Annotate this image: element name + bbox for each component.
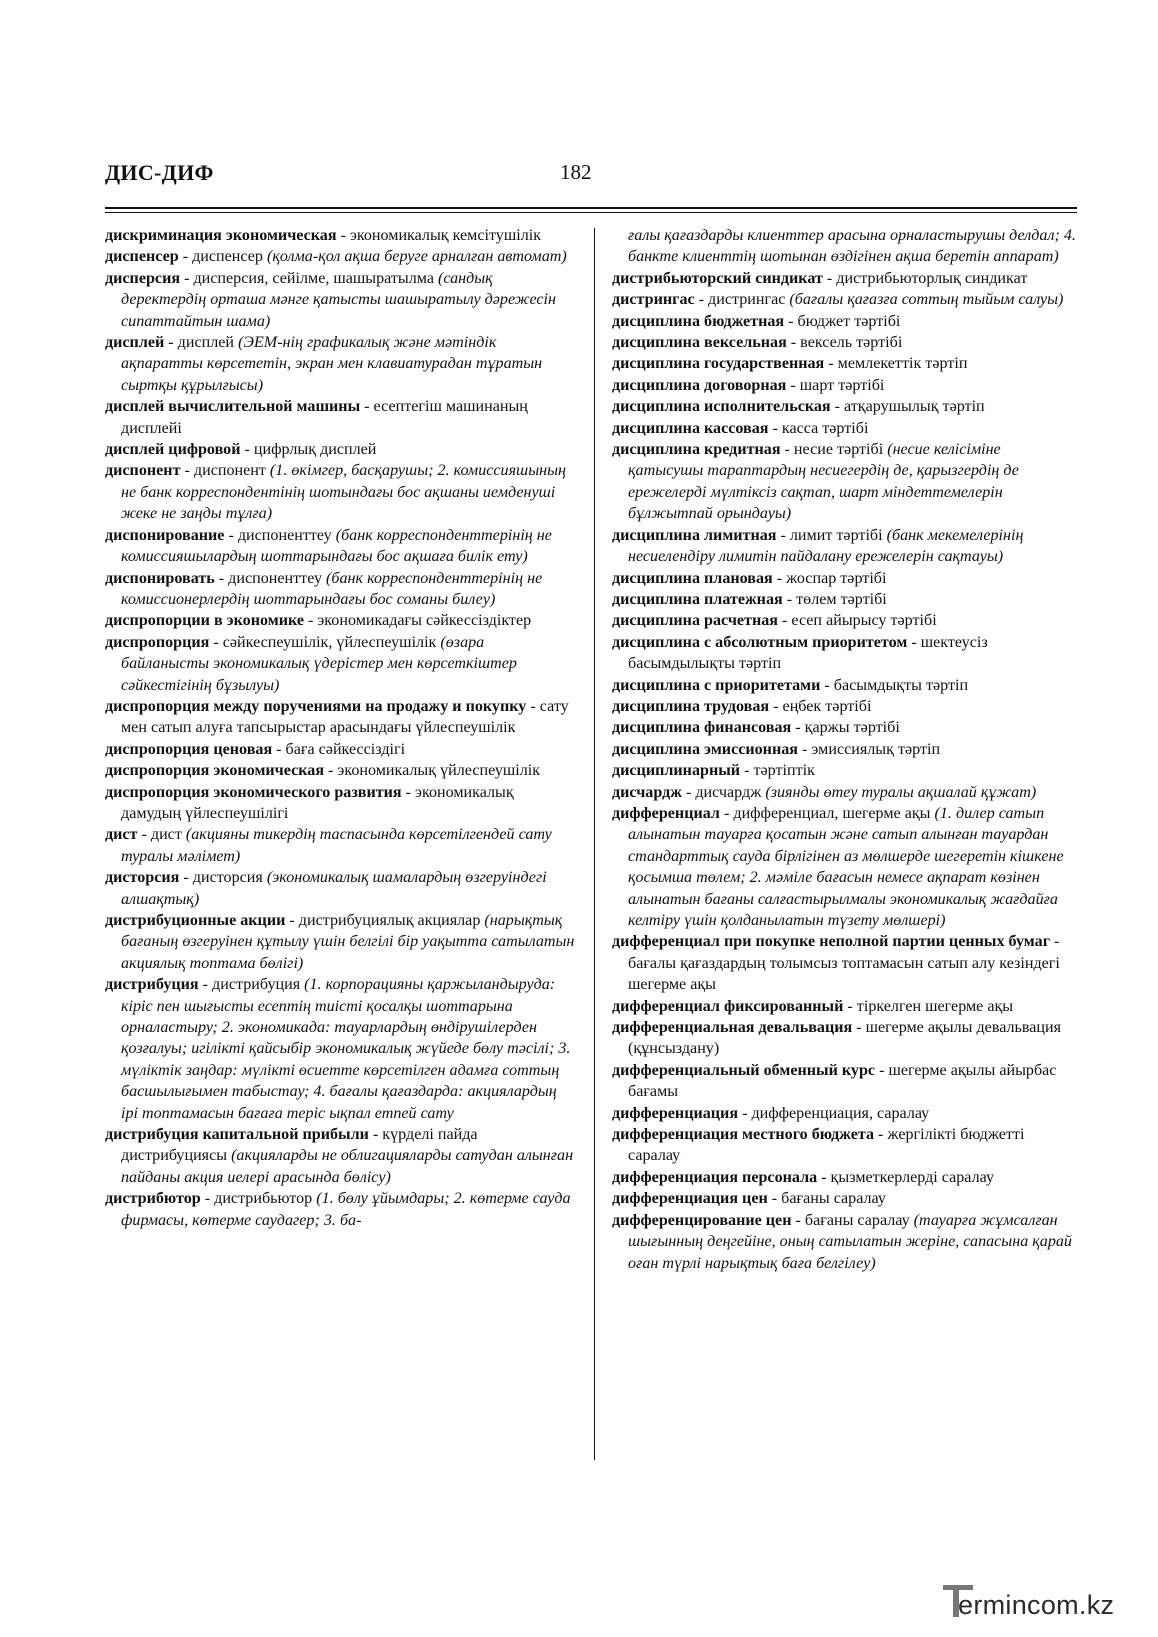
- entry-translation: - шектеусіз басымдылықты тәртіп: [628, 633, 988, 673]
- entry-term: дисциплина расчетная: [612, 612, 778, 630]
- entry-explanation: (банк корреспонденттерінің не комиссияшылардың шоттарындағы бос ақшаға билік ету): [121, 526, 552, 566]
- entry-explanation: (өзара байланысты экономикалық үдерістер мен көрсеткіштер сәйкестігінің бұзылуы): [121, 633, 517, 694]
- dictionary-entry: [612, 375, 1080, 396]
- dictionary-entry: [612, 739, 1080, 760]
- entry-term: дисциплина кассовая: [612, 419, 769, 437]
- entry-translation: - есептегіш машинаның дисплейі: [121, 398, 528, 437]
- entry-term: дисциплина исполнительская: [612, 398, 831, 416]
- entry-term: дисциплина с абсолютным приоритетом: [612, 633, 908, 651]
- entry-term: дисциплина кредитная: [612, 441, 781, 459]
- entry-explanation: (банк корреспонденттерінің не комиссионерлердің шоттарындағы бос соманы билеу): [121, 569, 543, 608]
- entry-term: дисплей вычислительной машины: [105, 398, 361, 416]
- dictionary-entry: [612, 1188, 1080, 1209]
- dictionary-entry: [612, 696, 1080, 717]
- dictionary-entry: [105, 974, 575, 1124]
- dictionary-entry: [612, 353, 1080, 374]
- entry-explanation: (нарықтық бағаның өзгеруінен құтылу үшін белгілі бір уақытта сатылатын акциялық топтама бөлігі): [121, 912, 575, 972]
- entry-translation: - дисчардж: [681, 783, 766, 801]
- dictionary-entry: [612, 289, 1080, 310]
- dictionary-entry: [612, 568, 1080, 589]
- dictionary-entry: [105, 632, 575, 696]
- entry-translation: - жоспар тәртібі: [772, 569, 887, 587]
- dictionary-entry: [612, 396, 1080, 417]
- entry-explanation: (сандық деректердің орташа мәнге қатысты шашыратылу дәрежесін сипаттайтын шама): [121, 269, 556, 330]
- entry-explanation: (1. өкімгер, басқарушы; 2. комиссияшының не банк корреспондентінің шотындағы бос ақшаны иемденуші жеке не заңды тұлға): [121, 462, 566, 523]
- left-column: [105, 225, 575, 1231]
- dictionary-entry: [612, 525, 1080, 568]
- entry-translation: - дистрибьютор: [200, 1190, 317, 1208]
- dictionary-entry: [612, 782, 1080, 803]
- entry-translation: - экономикалық үйлеспеушілік: [324, 762, 541, 780]
- dictionary-entry: [105, 760, 575, 781]
- entry-translation: - вексель тәртібі: [786, 334, 903, 352]
- entry-translation: - дисторсия: [179, 869, 267, 887]
- entry-term: дисциплина с приоритетами: [612, 676, 821, 694]
- header-rule: [105, 207, 1077, 209]
- entry-translation: - қызметкерлерді саралау: [817, 1168, 994, 1186]
- entry-translation: - дифференциация, саралау: [738, 1104, 930, 1122]
- column-divider: [594, 228, 595, 1460]
- entry-term: дифференциал при покупке неполной партии ценных бумаг: [612, 933, 1050, 951]
- entry-translation: - лимит тәртібі: [776, 526, 887, 544]
- entry-explanation: (1. бөлу ұйымдары; 2. көтерме сауда фирмасы, көтерме саудагер; 3. ба-: [121, 1190, 571, 1229]
- entry-term: диспропорция экономического развития: [105, 783, 402, 801]
- entry-term: дифференциация: [612, 1104, 739, 1122]
- dictionary-entry: [105, 460, 575, 524]
- entry-explanation: (банк мекемелерінің несиелендіру лимитін пайдалану ережелерін сақтауы): [628, 526, 1024, 566]
- entry-translation: - касса тәртібі: [768, 419, 869, 437]
- entry-term: дистрибьюторский синдикат: [612, 269, 823, 287]
- entry-explanation: (1. дилер сатып алынатын тауарға қосатын және сатып алынған тауардан стандарттық сауда бірлігінен аз мөлшерде шегеретін кішкене қосымша төлем; 2. мәміле бағасын немесе ақпарат көзінен алынатын бағаны салғастырылмалы экономикалық жағдайға келтіру үшін қолданылатын түзету мөлшері): [628, 804, 1064, 929]
- entry-term: диспропорция экономическая: [105, 762, 325, 780]
- entry-explanation: (тауарға жұмсалған шығынның деңгейіне, оның сатылатын жеріне, сапасына қарай оған түрлі нарықтық баға белгілеу): [628, 1211, 1072, 1272]
- entry-term: дист: [105, 826, 138, 844]
- dictionary-entry: [612, 996, 1080, 1017]
- dictionary-entry: [105, 610, 575, 631]
- entry-term: дискриминация экономическая: [105, 227, 337, 244]
- entry-translation: - дисплей: [164, 334, 239, 352]
- entry-term: диспропорция ценовая: [105, 740, 273, 758]
- entry-term: дисциплина платежная: [612, 590, 783, 608]
- dictionary-entry: [105, 525, 575, 568]
- entry-translation: - атқарушылық тәртіп: [830, 398, 985, 416]
- entry-explanation: (1. корпорацияны қаржыландыруда: кіріс пен шығысты есептің тиісті қосалқы шоттарына орналастыру; 2. экономикада: тауарлардың өндірушілерден қозғалуы; игілікті қайсыбір экономикалық жүйеде бөлу тәсілі; 3. мүліктік заңдар: мүлікті өсиетте көрсетілген адамға соттың басшылығымен табыстау; 4. бағалы қағаздарда: акциялардың ірі топтамасын бағаға теріс ықпал етпей сату: [121, 976, 571, 1122]
- entry-term: дисциплина лимитная: [612, 526, 777, 544]
- entry-translation: - дист: [137, 826, 186, 844]
- dictionary-entry: [612, 931, 1080, 995]
- entry-translation: - цифрлық дисплей: [240, 441, 377, 459]
- entry-translation: - бағалы қағаздардың толымсыз топтамасын сатып алу кезіндегі шегерме ақы: [628, 933, 1060, 994]
- entry-translation: - баға сәйкессіздігі: [272, 740, 406, 758]
- entry-term: дисциплина плановая: [612, 569, 773, 587]
- dictionary-entry: [612, 1124, 1080, 1167]
- dictionary-entry: [612, 439, 1080, 525]
- entry-translation: - сату мен сатып алуға тапсырыстар арасындағы үйлеспеушілік: [121, 697, 569, 737]
- entry-translation: - басымдықты тәртіп: [820, 676, 969, 694]
- dictionary-entry: [612, 225, 1080, 268]
- entry-translation: - мемлекеттік тәртіп: [824, 355, 968, 373]
- entry-translation: - дисперсия, сейілме, шашыратылма: [180, 269, 439, 287]
- entry-term: дисциплина вексельная: [612, 334, 787, 352]
- entry-explanation: (экономикалық шамалардың өзгеруіндегі алшақтық): [121, 869, 547, 908]
- entry-term: диспропорция: [105, 633, 210, 651]
- entry-term: дисциплина трудовая: [612, 697, 770, 715]
- dictionary-entry: [105, 782, 575, 825]
- dictionary-entry: [105, 910, 575, 974]
- dictionary-entry: [612, 1017, 1080, 1060]
- entry-term: дисциплина государственная: [612, 355, 825, 373]
- dictionary-entry: [612, 760, 1080, 781]
- header-rule-thin: [105, 212, 1077, 213]
- dictionary-entry: [105, 824, 575, 867]
- entry-term: диспонировать: [105, 569, 215, 587]
- dictionary-entry: [105, 225, 575, 246]
- entry-term: дифференциация местного бюджета: [612, 1126, 875, 1144]
- dictionary-entry: [612, 418, 1080, 439]
- entry-translation: - шегерме ақылы айырбас бағамы: [628, 1061, 1057, 1101]
- entry-translation: - дистрингас: [694, 291, 790, 309]
- entry-term: дистрибютор: [105, 1190, 201, 1208]
- dictionary-entry: [612, 332, 1080, 353]
- entry-term: дифференциал фиксированный: [612, 997, 844, 1015]
- entry-explanation: (зиянды өтеу туралы ақшалай құжат): [765, 783, 1037, 801]
- dictionary-entry: [612, 632, 1080, 675]
- dictionary-entry: [612, 1060, 1080, 1103]
- entry-translation: - дистрибуция: [198, 976, 305, 994]
- entry-translation: - несие тәртібі: [780, 441, 888, 459]
- entry-term: дифференцирование цен: [612, 1211, 792, 1229]
- entry-translation: - шегерме ақылы девальвация (құнсыздану): [628, 1019, 1062, 1058]
- entry-translation: - дистрибуциялық акциялар: [285, 912, 485, 929]
- entry-explanation: (қолма-қол ақша беруге арналған автомат): [266, 248, 567, 266]
- entry-translation: - диспонент: [180, 462, 270, 480]
- entry-translation: - эмиссиялық тәртіп: [797, 740, 941, 758]
- dictionary-entry: [105, 568, 575, 611]
- entry-term: дифференциальная девальвация: [612, 1019, 853, 1037]
- entry-term: дистрибуция: [105, 976, 199, 994]
- watermark-text: ermincom.kz: [958, 1590, 1115, 1620]
- dictionary-entry: [612, 675, 1080, 696]
- entry-term: дистрибуция капитальной прибыли: [105, 1126, 369, 1144]
- entry-term: дисплей: [105, 334, 165, 352]
- dictionary-entry: [105, 268, 575, 332]
- dictionary-entry: [105, 696, 575, 739]
- entry-term: дифференциал: [612, 804, 720, 822]
- entry-term: диспонирование: [105, 526, 225, 544]
- dictionary-entry: [105, 332, 575, 396]
- right-column: [612, 225, 1080, 1274]
- entry-explanation: (несие келісіміне қатысушы тараптардың несиегердің де, қарызгердің де ережелерді мүлтіксіз сақтап, шарт міндеттемелерін бұлжытпай орындауы): [628, 441, 1019, 523]
- dictionary-entry: [105, 739, 575, 760]
- entry-translation: - диспоненттеу: [214, 569, 327, 587]
- dictionary-entry: [612, 803, 1080, 931]
- entry-translation: - экономикалық кемсітушілік: [336, 227, 542, 244]
- dictionary-entry: [612, 610, 1080, 631]
- entry-explanation: (акцияларды не облигацияларды сатудан алынған пайданы акция иелері арасында бөлісу): [121, 1147, 574, 1186]
- entry-term: дисчардж: [612, 783, 682, 801]
- entry-translation: - бағаны саралау: [767, 1190, 886, 1208]
- entry-term: дифференциация персонала: [612, 1168, 818, 1186]
- dictionary-entry: [105, 439, 575, 460]
- entry-term: дисторсия: [105, 869, 180, 887]
- entry-translation: - экономикадағы сәйкессіздіктер: [303, 612, 532, 630]
- entry-term: дисплей цифровой: [105, 441, 241, 459]
- entry-term: дифференциация цен: [612, 1190, 768, 1208]
- entry-term: диспенсер: [105, 248, 179, 266]
- dictionary-entry: [612, 311, 1080, 332]
- running-head: ДИС-ДИФ: [105, 160, 214, 185]
- entry-translation: - диспенсер: [178, 248, 267, 266]
- entry-term: дисциплина бюджетная: [612, 312, 785, 330]
- entry-term: дисциплина эмиссионная: [612, 740, 798, 758]
- entry-translation: - бюджет тәртібі: [784, 312, 901, 330]
- dictionary-entry: [612, 1167, 1080, 1188]
- entry-translation: - шарт тәртібі: [786, 376, 885, 394]
- entry-term: диспонент: [105, 462, 181, 480]
- dictionary-entry: [105, 867, 575, 910]
- dictionary-entry: [105, 246, 575, 267]
- dictionary-entry: [612, 268, 1080, 289]
- entry-translation: - бағаны саралау: [791, 1211, 914, 1229]
- entry-translation: - күрделі пайда дистрибуциясы: [121, 1126, 478, 1165]
- dictionary-entry: [612, 1210, 1080, 1274]
- entry-explanation: (бағалы қағазға соттың тыйым салуы): [789, 291, 1064, 309]
- entry-translation: - диспоненттеу: [224, 526, 336, 544]
- entry-translation: - тәртіптік: [740, 762, 815, 780]
- entry-translation: - қаржы тәртібі: [791, 719, 900, 737]
- entry-translation: - еңбек тәртібі: [769, 697, 872, 715]
- dictionary-entry: [612, 1103, 1080, 1124]
- entry-explanation: ғалы қағаздарды клиенттер арасына орналастырушы делдал; 4. банкте клиенттің шотынан өздігінен ақша беретін аппарат): [628, 227, 1076, 266]
- entry-term: диспропорция между поручениями на продажу и покупку: [105, 697, 527, 715]
- entry-translation: - дистрибьюторлық синдикат: [822, 269, 1028, 287]
- entry-translation: - экономикалық дамудың үйлеспеушілігі: [121, 783, 514, 822]
- entry-term: дистрибуционные акции: [105, 912, 286, 929]
- entry-term: дифференциальный обменный курс: [612, 1061, 876, 1079]
- entry-term: дисциплина финансовая: [612, 719, 792, 737]
- entry-term: дистрингас: [612, 291, 695, 309]
- entry-term: дисперсия: [105, 269, 181, 287]
- dictionary-entry: [105, 1124, 575, 1188]
- entry-term: дисциплинарный: [612, 762, 741, 780]
- entry-explanation: (ЭЕМ-нің графикалық және мәтіндік ақпаратты көрсететін, экран мен клавиатурадан тұратын сыртқы құрылғысы): [121, 334, 543, 394]
- entry-explanation: (акцияны тикердің таспасында көрсетілгендей сату туралы мәлімет): [121, 826, 552, 865]
- dictionary-entry: [612, 717, 1080, 738]
- page-number: 182: [560, 160, 592, 184]
- entry-translation: - жергілікті бюджетті саралау: [628, 1126, 1025, 1165]
- entry-translation: - сәйкеспеушілік, үйлеспеушілік: [209, 633, 441, 651]
- entry-term: диспропорции в экономике: [105, 612, 304, 630]
- entry-translation: - дифференциал, шегерме ақы: [719, 804, 935, 822]
- dictionary-entry: [105, 1188, 575, 1231]
- dictionary-entry: [105, 396, 575, 439]
- entry-translation: - есеп айырысу тәртібі: [778, 612, 937, 630]
- dictionary-entry: [612, 589, 1080, 610]
- entry-translation: - төлем тәртібі: [782, 590, 887, 608]
- entry-term: дисциплина договорная: [612, 376, 787, 394]
- entry-translation: - тіркелген шегерме ақы: [843, 997, 1014, 1015]
